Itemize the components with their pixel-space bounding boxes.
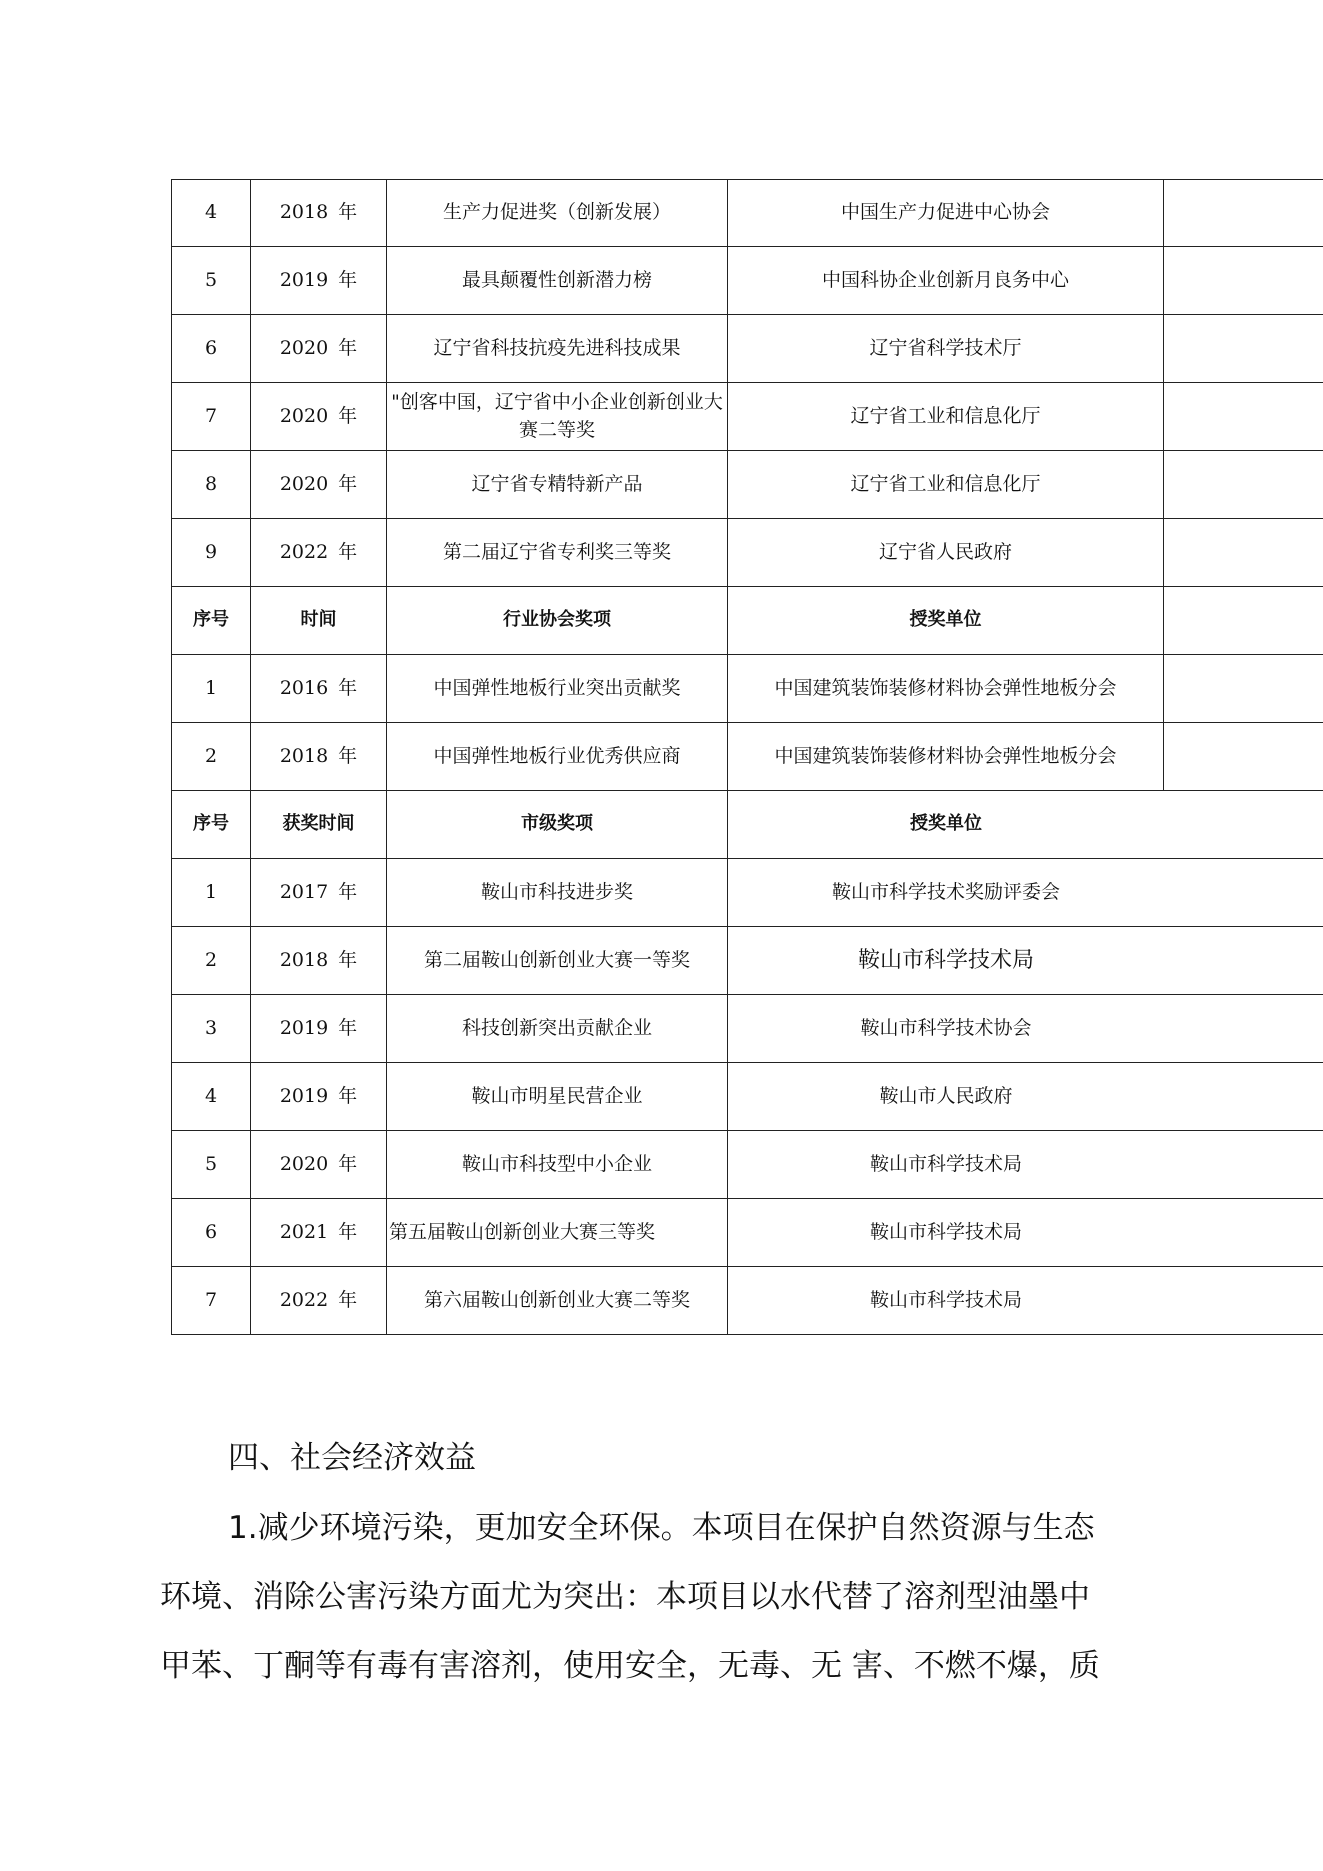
row-number: 6 [171,1199,250,1266]
award-year: 2020 年 [250,315,386,382]
column-header-award: 市级奖项 [386,791,727,858]
award-name: "创客中国，辽宁省中小企业创新创业大赛二等奖 [386,383,727,450]
row-number: 2 [171,723,250,790]
award-organization: 鞍山市科学技术局 [727,1267,1164,1334]
section-heading: 四、社会经济效益 [228,1440,476,1476]
award-year: 2019 年 [250,995,386,1062]
table-row [171,1063,1323,1131]
award-name: 鞍山市明星民营企业 [386,1063,727,1130]
award-year: 2020 年 [250,451,386,518]
award-organization: 鞍山市科学技术局 [727,1131,1164,1198]
row-number: 7 [171,1267,250,1334]
row-number: 2 [171,927,250,994]
award-organization: 中国建筑装饰装修材料协会弹性地板分会 [727,723,1164,790]
table-header-row [171,791,1323,859]
table-row [171,247,1323,315]
column-header-number: 序号 [171,791,250,858]
award-year: 2020 年 [250,1131,386,1198]
award-organization: 辽宁省工业和信息化厅 [727,451,1164,518]
award-year: 2017 年 [250,859,386,926]
award-year: 2022 年 [250,1267,386,1334]
table-row [171,995,1323,1063]
column-header-award: 行业协会奖项 [386,587,727,654]
award-name: 第二届鞍山创新创业大赛一等奖 [386,927,727,994]
award-name: 科技创新突出贡献企业 [386,995,727,1062]
table-row [171,519,1323,587]
row-number: 4 [171,180,250,246]
row-number: 4 [171,1063,250,1130]
table-row [171,655,1323,723]
award-organization: 鞍山市人民政府 [727,1063,1164,1130]
award-name: 第六届鞍山创新创业大赛二等奖 [386,1267,727,1334]
column-header-number: 序号 [171,587,250,654]
award-year: 2019 年 [250,1063,386,1130]
award-name: 中国弹性地板行业优秀供应商 [386,723,727,790]
award-organization: 辽宁省工业和信息化厅 [727,383,1164,450]
award-organization: 中国科协企业创新月良务中心 [727,247,1164,314]
table-row [171,179,1323,247]
award-name: 第二届辽宁省专利奖三等奖 [386,519,727,586]
row-number: 1 [171,655,250,722]
award-organization: 鞍山市科学技术局 [727,927,1164,994]
award-organization: 中国生产力促进中心协会 [727,180,1164,246]
column-header-organization: 授奖单位 [727,791,1164,858]
award-year: 2022 年 [250,519,386,586]
award-year: 2018 年 [250,723,386,790]
table-row [171,859,1323,927]
paragraph-line: 1.减少环境污染，更加安全环保。本项目在保护自然资源与生态 [228,1510,1095,1546]
table-row [171,1267,1323,1335]
award-name: 最具颠覆性创新潜力榜 [386,247,727,314]
award-organization: 辽宁省科学技术厅 [727,315,1164,382]
award-organization: 鞍山市科学技术奖励评委会 [727,859,1164,926]
award-organization: 中国建筑装饰装修材料协会弹性地板分会 [727,655,1164,722]
row-number: 7 [171,383,250,450]
table-row [171,1199,1323,1267]
award-year: 2018 年 [250,180,386,246]
award-name: 中国弹性地板行业突出贡献奖 [386,655,727,722]
row-number: 1 [171,859,250,926]
award-name: 鞍山市科技进步奖 [386,859,727,926]
section-paragraph [160,1494,1176,1701]
award-year: 2021 年 [250,1199,386,1266]
award-organization: 辽宁省人民政府 [727,519,1164,586]
award-name: 第五届鞍山创新创业大赛三等奖 [386,1199,727,1266]
table-row [171,451,1323,519]
row-number: 5 [171,247,250,314]
award-year: 2019 年 [250,247,386,314]
row-number: 5 [171,1131,250,1198]
row-number: 9 [171,519,250,586]
award-name: 辽宁省专精特新产品 [386,451,727,518]
table-row [171,383,1323,451]
row-number: 6 [171,315,250,382]
column-header-time: 时间 [250,587,386,654]
table-row [171,315,1323,383]
award-year: 2016 年 [250,655,386,722]
paragraph-line: 环境、消除公害污染方面尤为突出：本项目以水代替了溶剂型油墨中 [160,1579,1090,1615]
table-row [171,927,1323,995]
award-organization: 鞍山市科学技术局 [727,1199,1164,1266]
paragraph-line: 甲苯、丁酮等有毒有害溶剂，使用安全，无毒、无 害、不燃不爆，质 [160,1648,1100,1684]
award-name: 辽宁省科技抗疫先进科技成果 [386,315,727,382]
row-number: 3 [171,995,250,1062]
table-row [171,1131,1323,1199]
column-header-organization: 授奖单位 [727,587,1164,654]
row-number: 8 [171,451,250,518]
award-name: 生产力促进奖（创新发展） [386,180,727,246]
award-organization: 鞍山市科学技术协会 [727,995,1164,1062]
award-year: 2020 年 [250,383,386,450]
awards-table [171,179,1323,1335]
table-header-row [171,587,1323,655]
award-name: 鞍山市科技型中小企业 [386,1131,727,1198]
column-header-time: 获奖时间 [250,791,386,858]
table-row [171,723,1323,791]
award-year: 2018 年 [250,927,386,994]
